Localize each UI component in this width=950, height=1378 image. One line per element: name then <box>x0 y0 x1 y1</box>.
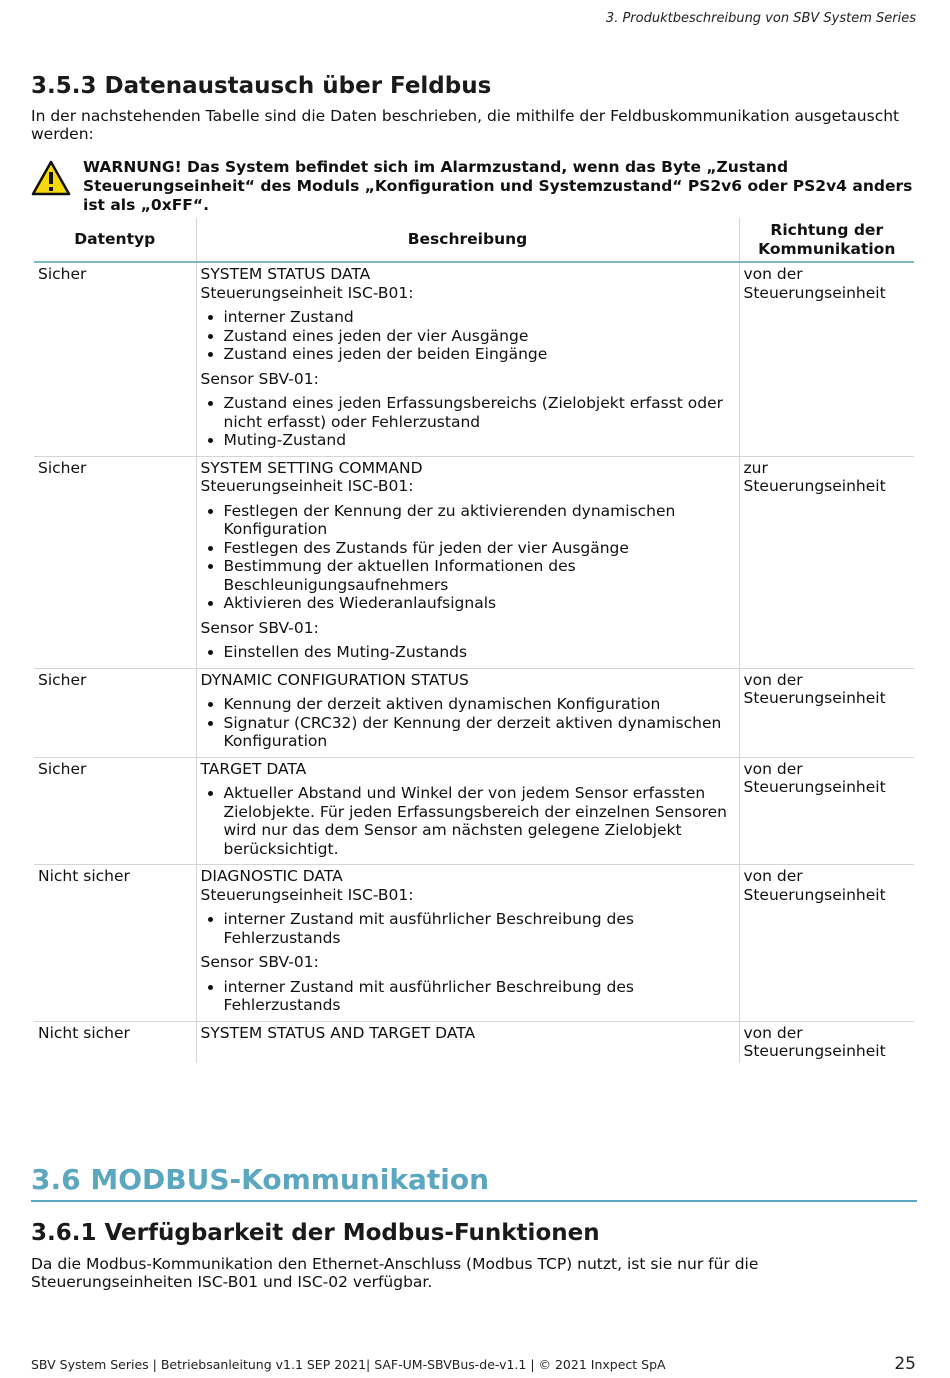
list-item: • interner Zustand mit ausführlicher Beschreibung des Fehlerzustands <box>224 910 735 947</box>
table-header-row <box>34 218 914 262</box>
column-header-datentyp: Datentyp <box>34 218 196 262</box>
row-title: SYSTEM STATUS AND TARGET DATA <box>200 1023 476 1042</box>
column-header-beschreibung: Beschreibung <box>196 218 739 262</box>
list-item: • Bestimmung der aktuellen Informationen des Beschleunigungsaufnehmers <box>224 557 735 594</box>
cell-richtung: von der Steuerungseinheit <box>739 262 914 456</box>
block-label: Sensor SBV-01: <box>200 618 319 637</box>
cell-richtung: von der Steuerungseinheit <box>739 865 914 1022</box>
column-header-richtung: Richtung der Kommunikation <box>739 218 914 262</box>
list-item: • Aktueller Abstand und Winkel der von jedem Sensor erfassten Zielobjekte. Für jeden Erfassungsbereich der einzelnen Sensoren wird nur das dem Sensor am nächsten gelegene Zielobjekt berücksichtigt. <box>224 784 735 858</box>
block-label: Steuerungseinheit ISC-B01: <box>200 885 414 904</box>
table-row <box>34 757 914 865</box>
bullet-list <box>201 643 735 662</box>
bullet-list <box>201 978 735 1015</box>
row-title: DYNAMIC CONFIGURATION STATUS <box>200 670 469 689</box>
fieldbus-data-table <box>34 218 914 1063</box>
page-footer: SBV System Series | Betriebsanleitung v1.1 SEP 2021| SAF-UM-SBVBus-de-v1.1 | © 2021 Inxpect SpA <box>31 1357 666 1372</box>
list-item: • Zustand eines jeden der vier Ausgänge <box>224 327 735 346</box>
list-item: • Festlegen des Zustands für jeden der vier Ausgänge <box>224 539 735 558</box>
bullet-list <box>201 394 735 450</box>
bullet-list <box>201 910 735 947</box>
row-title: TARGET DATA <box>200 759 307 778</box>
table-body <box>34 262 914 1063</box>
list-item: • Einstellen des Muting-Zustands <box>224 643 735 662</box>
row-title: SYSTEM SETTING COMMAND <box>200 458 423 477</box>
block-label: Sensor SBV-01: <box>200 369 319 388</box>
page-number: 25 <box>894 1354 916 1374</box>
list-item: • Festlegen der Kennung der zu aktivierenden dynamischen Konfiguration <box>224 502 735 539</box>
cell-datentyp: Sicher <box>34 456 196 668</box>
cell-datentyp: Sicher <box>34 668 196 757</box>
list-item: • interner Zustand <box>224 308 735 327</box>
cell-richtung: von der Steuerungseinheit <box>739 1021 914 1063</box>
cell-richtung: zur Steuerungseinheit <box>739 456 914 668</box>
row-title: DIAGNOSTIC DATA <box>200 867 343 885</box>
table-row <box>34 456 914 668</box>
cell-datentyp: Sicher <box>38 265 87 283</box>
bullet-list <box>201 502 735 613</box>
section-3-6-1-text: Da die Modbus-Kommunikation den Ethernet-Anschluss (Modbus TCP) nutzt, ist sie nur für die Steuerungseinheiten ISC-B01 und ISC-02 verfügbar. <box>31 1255 759 1291</box>
cell-datentyp: Nicht sicher <box>34 1021 196 1063</box>
section-heading-3-6: 3.6 MODBUS-Kommunikation <box>31 1163 917 1202</box>
cell-datentyp: Nicht sicher <box>34 865 196 1022</box>
cell-beschreibung <box>196 1021 739 1063</box>
cell-beschreibung <box>196 865 739 1022</box>
warning-triangle-icon <box>31 160 71 196</box>
section-intro: In der nachstehenden Tabelle sind die Daten beschrieben, die mithilfe der Feldbuskommunikation ausgetauscht werden: <box>31 107 900 143</box>
list-item: • Zustand eines jeden der beiden Eingänge <box>224 345 735 364</box>
cell-richtung: von der Steuerungseinheit <box>739 757 914 865</box>
section-heading-3-5-3: 3.5.3 Datenaustausch über Feldbus <box>31 73 492 99</box>
list-item: • interner Zustand mit ausführlicher Beschreibung des Fehlerzustands <box>224 978 735 1015</box>
list-item: • Signatur (CRC32) der Kennung der derzeit aktiven dynamischen Konfiguration <box>224 714 735 751</box>
row-title: SYSTEM STATUS DATA <box>200 265 371 283</box>
cell-beschreibung <box>196 262 739 456</box>
cell-beschreibung <box>196 757 739 865</box>
cell-datentyp: Sicher <box>34 757 196 865</box>
running-header: 3. Produktbeschreibung von SBV System Series <box>605 11 916 26</box>
warning-text: WARNUNG! Das System befindet sich im Alarmzustand, wenn das Byte „Zustand Steuerungseinheit“ des Moduls „Konfiguration und Systemzustand“ PS2v6 oder PS2v4 anders ist als „0xFF“. <box>83 158 913 214</box>
list-item: • Zustand eines jeden Erfassungsbereichs (Zielobjekt erfasst oder nicht erfasst) oder Fehlerzustand <box>224 394 735 431</box>
section-heading-3-6-1: 3.6.1 Verfügbarkeit der Modbus-Funktionen <box>31 1220 600 1246</box>
block-label: Sensor SBV-01: <box>200 953 319 971</box>
table-row <box>34 865 914 1022</box>
block-label: Steuerungseinheit ISC-B01: <box>200 477 414 495</box>
cell-beschreibung <box>196 668 739 757</box>
cell-richtung: von der Steuerungseinheit <box>739 668 914 757</box>
bullet-list <box>201 784 735 858</box>
warning-box <box>31 158 921 214</box>
cell-beschreibung <box>196 456 739 668</box>
list-item: • Kennung der derzeit aktiven dynamischen Konfiguration <box>224 695 735 714</box>
block-label: Steuerungseinheit ISC-B01: <box>200 283 414 302</box>
list-item: • Aktivieren des Wiederanlaufsignals <box>224 594 735 613</box>
table-row <box>34 262 914 456</box>
bullet-list <box>201 308 735 364</box>
bullet-list <box>201 695 735 751</box>
list-item: • Muting-Zustand <box>224 431 735 450</box>
table-row <box>34 668 914 757</box>
table-row <box>34 1021 914 1063</box>
